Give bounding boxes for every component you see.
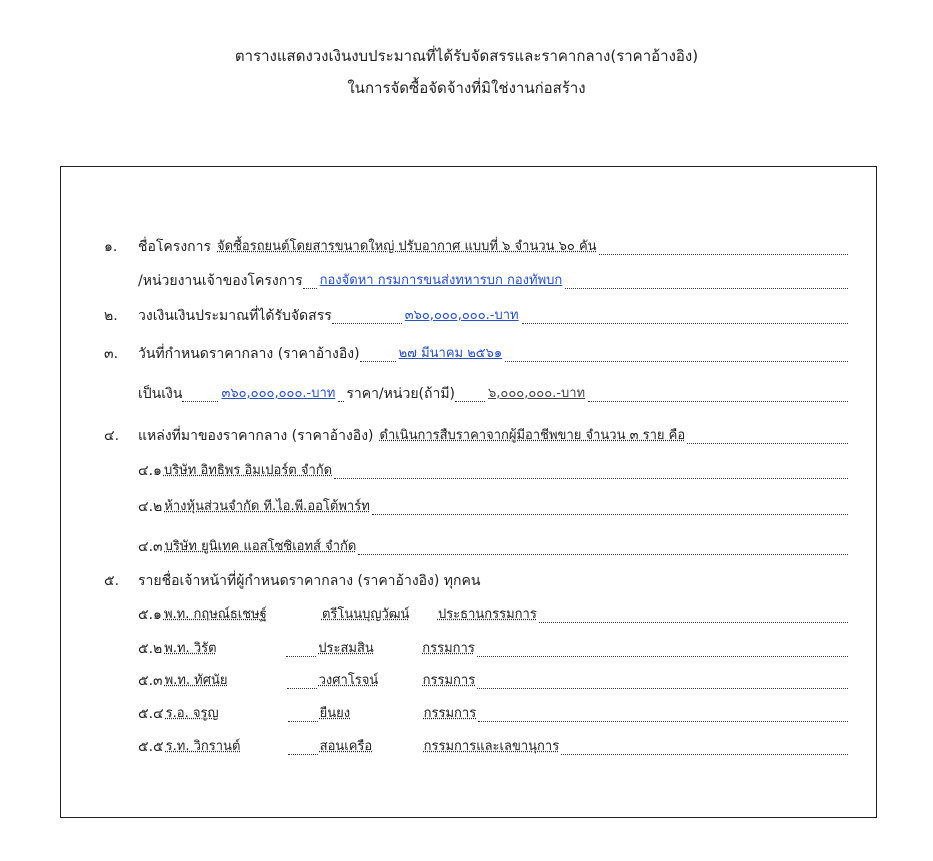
source-name: บริษัท อิทธิพร อิมเปอร์ต จำกัด (163, 463, 333, 478)
item-budget: ๒. วงเงินเงินประมาณที่ได้รับจัดสรร ๓๖๐,๐๐๐,๐๐๐.-บาท (104, 305, 848, 327)
member-surname: ยืนยง (319, 706, 351, 721)
item-committee: ๕. รายชื่อเจ้าหน้าที่ผู้กำหนดราคากลาง (ราคาอ้างอิง) ทุกคน (104, 570, 848, 592)
source-name: บริษัท ยูนิเทค แอสโซซิเอทส์ จำกัด (164, 539, 357, 554)
member-name: พ.ท. ทัศนัย (164, 673, 228, 688)
agency-label: /หน่วยงานเจ้าของโครงการ (138, 273, 303, 289)
dotted-leader (455, 386, 485, 402)
member-number: ๕.๑ (138, 607, 162, 623)
dotted-leader (565, 273, 848, 289)
member-name: พ.ท. วิรัต (164, 641, 217, 656)
committee-label: รายชื่อเจ้าหน้าที่ผู้กำหนดราคากลาง (ราคาอ้างอิง) ทุกคน (138, 573, 481, 589)
price-date-label: วันที่กำหนดราคากลาง (ราคาอ้างอิง) (138, 346, 360, 362)
source-row (104, 536, 848, 558)
document-title-line1: ตารางแสดงวงเงินงบประมาณที่ได้รับจัดสรรและราคากลาง(ราคาอ้างอิง) (234, 47, 699, 65)
agency-value: กองจัดหา กรมการขนส่งทหารบก กองทัพบก (319, 273, 563, 288)
dotted-leader (182, 386, 218, 402)
item-price-source: ๔. แหล่งที่มาของราคากลาง (ราคาอ้างอิง) ดำเนินการสืบราคาจากผู้มีอาชีพขาย จำนวน ๓ ราย คือ (104, 425, 848, 447)
member-number: ๕.๕ (138, 739, 164, 755)
price-source-label: แหล่งที่มาของราคากลาง (ราคาอ้างอิง) (138, 428, 374, 444)
dotted-leader (588, 386, 848, 402)
member-row (104, 736, 848, 758)
dotted-leader (522, 308, 848, 324)
member-surname: ประสมสิน (318, 641, 374, 656)
item-project-name (104, 236, 848, 258)
member-row (104, 604, 848, 626)
member-name: ร.ท. วิกรานต์ (165, 739, 241, 754)
project-name-value: จัดซื้อรถยนต์โดยสารขนาดใหญ่ ปรับอากาศ แบบที่ ๖ จำนวน ๖๐ คัน (217, 239, 597, 254)
budget-value: ๓๖๐,๐๐๐,๐๐๐.-บาท (404, 308, 519, 323)
item-price-date: ๓. วันที่กำหนดราคากลาง (ราคาอ้างอิง) ๒๗ มีนาคม ๒๕๖๑ (104, 343, 848, 365)
member-number: ๕.๒ (138, 641, 163, 657)
member-row (104, 638, 848, 660)
source-number: ๔.๑ (138, 463, 162, 479)
member-role: กรรมการและเลขานุการ (423, 739, 560, 754)
amount-label: เป็นเงิน (138, 386, 183, 402)
member-row (104, 703, 848, 725)
item-number: ๑. (104, 239, 118, 255)
member-number: ๕.๓ (138, 673, 163, 689)
item-project-agency (104, 270, 848, 292)
member-role: กรรมการ (423, 706, 477, 721)
source-row (104, 496, 848, 518)
member-surname: สอนเครือ (319, 739, 373, 754)
member-name: พ.ท. กฤษณ์ธเชษฐ์ (163, 607, 267, 622)
price-source-value: ดำเนินการสืบราคาจากผู้มีอาชีพขาย จำนวน ๓ ราย คือ (379, 428, 686, 443)
source-number: ๔.๓ (138, 539, 163, 555)
member-role: ประธานกรรมการ (437, 607, 537, 622)
member-surname: ตรีโนนบุญวัฒน์ (321, 607, 410, 622)
dotted-leader (332, 308, 402, 324)
amount-value: ๓๖๐,๐๐๐,๐๐๐.-บาท (221, 386, 336, 401)
member-number: ๕.๔ (138, 706, 164, 722)
unit-price-value: ๖,๐๐๐,๐๐๐.-บาท (488, 386, 586, 401)
member-row (104, 670, 848, 692)
unit-price-label: ราคา/หน่วย(ถ้ามี) (346, 386, 456, 402)
dotted-leader (505, 346, 848, 362)
member-role: กรรมการ (422, 673, 476, 688)
source-row (104, 460, 848, 482)
dotted-leader (599, 239, 848, 255)
budget-label: วงเงินเงินประมาณที่ได้รับจัดสรร (138, 308, 332, 324)
member-role: กรรมการ (422, 641, 475, 656)
project-name-label: ชื่อโครงการ (138, 239, 212, 255)
document-title-line2: ในการจัดซื้อจัดจ้างที่มิใช่งานก่อสร้าง (347, 79, 586, 97)
member-surname: วงศาโรจน์ (318, 673, 379, 688)
dotted-leader (303, 273, 317, 289)
member-name: ร.อ. จรูญ (165, 706, 219, 721)
price-date-value: ๒๗ มีนาคม ๒๕๖๑ (398, 346, 503, 361)
source-name: ห้างหุ้นส่วนจำกัด ที.ไอ.พี.ออโต้พาร์ท (164, 499, 370, 514)
source-number: ๔.๒ (138, 499, 163, 515)
item-price-amount (104, 383, 848, 405)
dotted-leader (360, 346, 396, 362)
